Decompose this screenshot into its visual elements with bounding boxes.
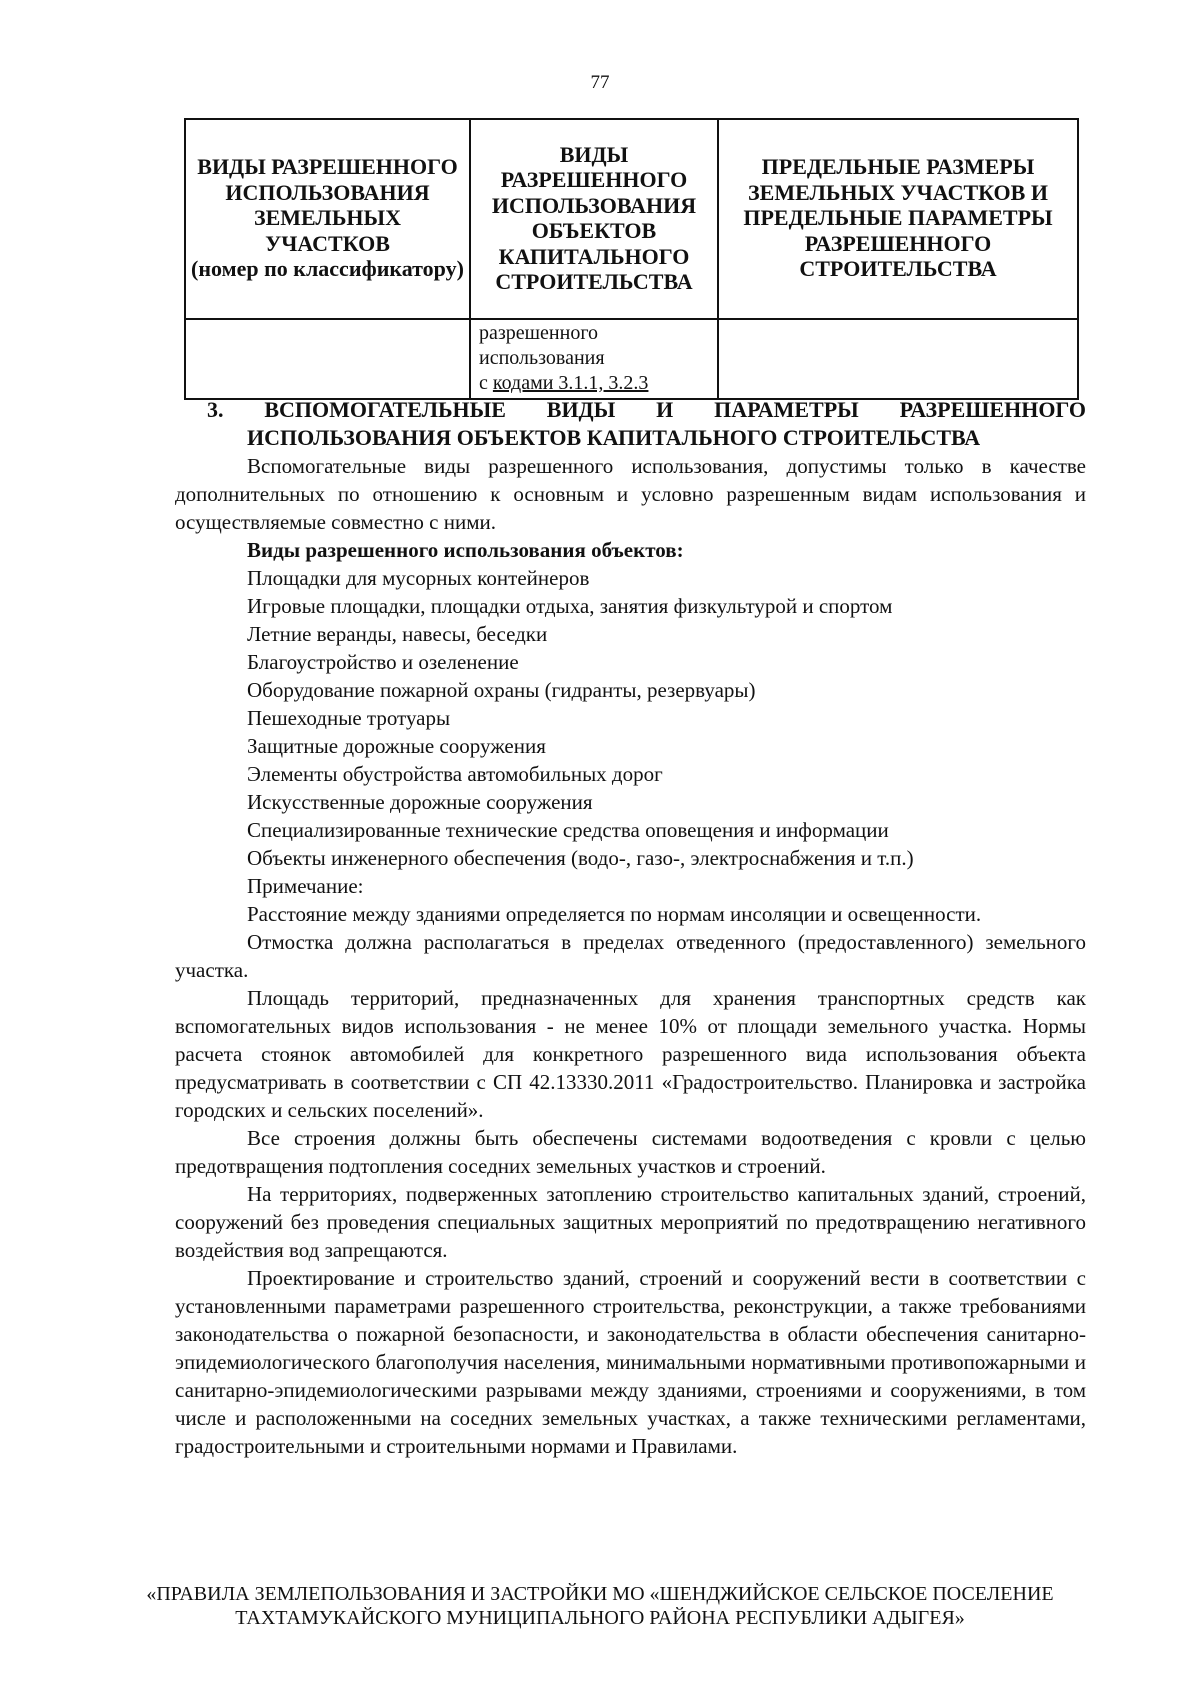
section-heading-line1 (175, 396, 1086, 424)
footer-line1: «ПРАВИЛА ЗЕМЛЕПОЛЬЗОВАНИЯ И ЗАСТРОЙКИ МО «ШЕНДЖИЙСКОЕ СЕЛЬСКОЕ ПОСЕЛЕНИЕ (146, 1583, 1054, 1605)
note-paragraph: Расстояние между зданиями определяется по нормам инсоляции и освещенности. (247, 902, 982, 926)
page-number: 77 (590, 72, 610, 93)
types-heading: Виды разрешенного использования объектов: (247, 538, 684, 562)
header-limit-sizes (718, 119, 1078, 319)
cell-line-codes (479, 371, 713, 396)
list-item: Благоустройство и озеленение (247, 650, 519, 674)
page-footer (0, 1582, 1200, 1630)
cell-line: использования (479, 347, 605, 369)
note-paragraph: Площадь территорий, предназначенных для хранения транспортных средств как вспомогательных видов использования - не менее 10% от площади земельного участка. Нормы расчета стоянок автомобилей для конкретного разрешенного вида использования объекта предусматривать в соответствии с СП 42.13330.2011 «Градостроительство. Планировка и застройка городских и сельских поселений». (175, 986, 1086, 1122)
list-item: Искусственные дорожные сооружения (247, 790, 593, 814)
note-paragraph: Отмостка должна располагаться в пределах отведенного (предоставленного) земельного участка. (175, 930, 1086, 982)
table-cell-col2 (470, 319, 718, 399)
list-item: Оборудование пожарной охраны (гидранты, резервуары) (247, 678, 756, 702)
list-item: Пешеходные тротуары (247, 706, 451, 730)
section-title-word: РАЗРЕШЕННОГО (899, 397, 1086, 422)
header-land-plot-use (185, 119, 470, 319)
section-title-word: ПАРАМЕТРЫ (714, 397, 859, 422)
list-item: Площадки для мусорных контейнеров (247, 566, 590, 590)
types-list (175, 564, 1086, 872)
codes-link[interactable]: кодами 3.1.1, 3.2.3 (492, 372, 649, 394)
section-title-word: И (656, 397, 674, 422)
note-label: Примечание: (247, 874, 364, 898)
note-paragraph: Все строения должны быть обеспечены системами водоотведения с кровли с целью предотвращения подтопления соседних земельных участков и строений. (175, 1126, 1086, 1178)
list-item: Летние веранды, навесы, беседки (247, 622, 548, 646)
section-title-word: ВСПОМОГАТЕЛЬНЫЕ (264, 397, 506, 422)
section-heading (175, 396, 1086, 452)
header-limit-sizes-title: ПРЕДЕЛЬНЫЕ РАЗМЕРЫ ЗЕМЕЛЬНЫХ УЧАСТКОВ И ПРЕДЕЛЬНЫЕ ПАРАМЕТРЫ РАЗРЕШЕННОГО СТРОИТЕЛЬСТВА (743, 154, 1053, 282)
section-heading-line2: ИСПОЛЬЗОВАНИЯ ОБЪЕКТОВ КАПИТАЛЬНОГО СТРОИТЕЛЬСТВА (247, 425, 981, 450)
header-land-plot-use-title: ВИДЫ РАЗРЕШЕННОГО ИСПОЛЬЗОВАНИЯ ЗЕМЕЛЬНЫХ УЧАСТКОВ (197, 154, 458, 256)
list-item: Специализированные технические средства оповещения и информации (247, 818, 889, 842)
list-item: Объекты инженерного обеспечения (водо-, газо-, электроснабжения и т.п.) (247, 846, 914, 870)
section-number: 3. (207, 397, 224, 422)
list-item: Защитные дорожные сооружения (247, 734, 546, 758)
table-cell-col3 (718, 319, 1078, 399)
cell-line: разрешенного (479, 322, 599, 344)
list-item: Элементы обустройства автомобильных дорог (247, 762, 663, 786)
table-cell-col1 (185, 319, 470, 399)
table-row (185, 319, 1078, 399)
footer-line2: ТАХТАМУКАЙСКОГО МУНИЦИПАЛЬНОГО РАЙОНА РЕСПУБЛИКИ АДЫГЕЯ» (235, 1607, 965, 1629)
land-use-table (184, 118, 1079, 400)
header-classifier-note: (номер по классификатору) (191, 256, 464, 282)
main-content (175, 396, 1086, 1460)
list-item: Игровые площадки, площадки отдыха, занятия физкультурой и спортом (247, 594, 893, 618)
note-paragraph: На территориях, подверженных затоплению строительство капитальных зданий, строений, сооружений без проведения специальных защитных мероприятий по предотвращению негативного воздействия вод запрещаются. (175, 1182, 1086, 1262)
header-building-use (470, 119, 718, 319)
header-building-use-title: ВИДЫ РАЗРЕШЕННОГО ИСПОЛЬЗОВАНИЯ ОБЪЕКТОВ КАПИТАЛЬНОГО СТРОИТЕЛЬСТВА (491, 141, 697, 294)
intro-paragraph: Вспомогательные виды разрешенного использования, допустимы только в качестве дополнительных по отношению к основным и условно разрешенным видам использования и осуществляемые совместно с ними. (175, 454, 1086, 534)
codes-prefix: с (479, 372, 493, 394)
table-header-row (185, 119, 1078, 319)
note-paragraph: Проектирование и строительство зданий, строений и сооружений вести в соответствии с установленными параметрами разрешенного строительства, реконструкции, а также требованиями законодательства о пожарной безопасности, и законодательства в области обеспечения санитарно-эпидемиологического благополучия населения, минимальными нормативными противопожарными и санитарно-эпидемиологическими разрывами между зданиями, строениями и сооружениями, в том числе и расположенными на соседних земельных участках, а также техническими регламентами, градостроительными и строительными нормами и Правилами. (175, 1266, 1086, 1458)
section-title-word: ВИДЫ (546, 397, 616, 422)
